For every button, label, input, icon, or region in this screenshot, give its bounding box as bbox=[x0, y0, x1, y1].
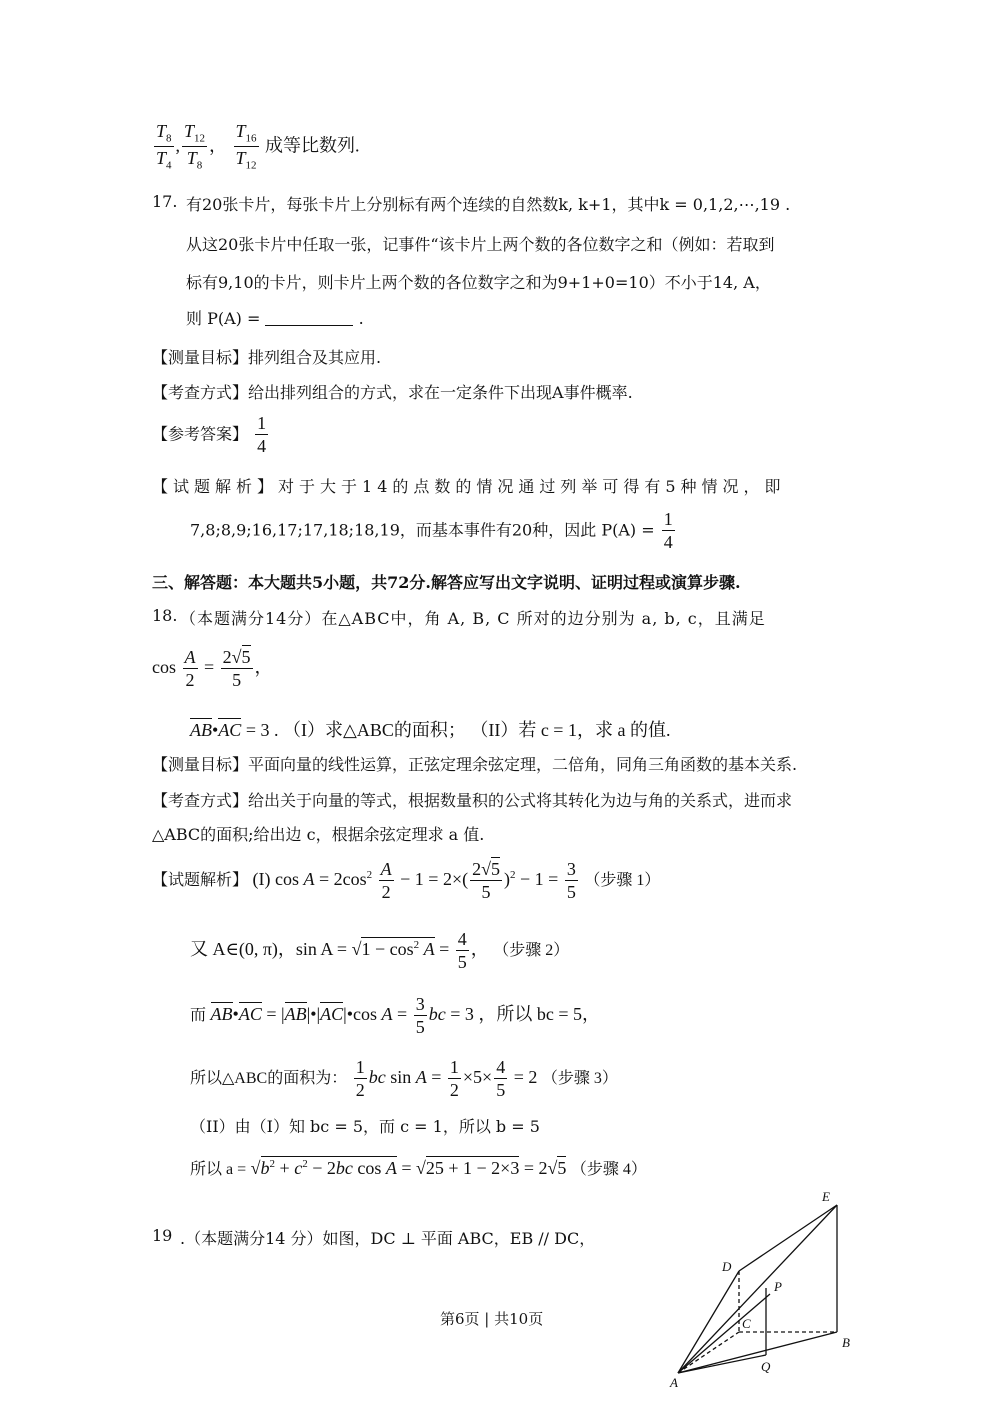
q18-goal bbox=[152, 752, 797, 775]
q18-step4: （步骤 4） bbox=[570, 1161, 647, 1178]
q18-method-text: 给出关于向量的等式，根据数量积的公式将其转化为边与角的关系式，进而求 bbox=[248, 791, 793, 810]
q18-l6-prefix: 所以 a = bbox=[190, 1161, 247, 1178]
q18-analysis-line1: 【试题解析】 (I) $\cos A = 2\cos^2$ $\frac{A}{2}$ − 1 = 2×( $\frac{2√5}{5}$ )$^2$ − 1 = $\frac{3}{5}$ （步骤 1） bbox=[152, 859, 661, 902]
section-3-heading: 三、解答题：本大题共5小题，共72分.解答应写出文字说明、证明过程或演算步骤. bbox=[152, 573, 741, 592]
q17-line3: 标有9,10的卡片，则卡片上两个数的各位数字之和为9+1+0=10）不小于14, A， bbox=[186, 273, 771, 292]
figure-label-e: E bbox=[822, 1189, 830, 1204]
q17-analysis bbox=[152, 474, 786, 497]
q19-text: .（本题满分14 分）如图，DC ⊥ 平面 ABC，EB // DC， bbox=[180, 1229, 596, 1248]
q18-goal-text: 平面向量的线性运算，正弦定理余弦定理，二倍角，同角三角函数的基本关系. bbox=[248, 755, 798, 774]
q17-analysis-label: 【试题解析】 bbox=[152, 477, 279, 496]
answer-blank bbox=[265, 309, 353, 326]
page-footer: 第6页 | 共10页 bbox=[440, 1310, 544, 1328]
q18-method-label: 【考查方式】 bbox=[152, 791, 249, 810]
q17-answer-num: 1 bbox=[257, 413, 267, 433]
q17-method bbox=[152, 380, 633, 403]
q17-method-text: 给出排列组合的方式，求在一定条件下出现A事件概率. bbox=[248, 383, 633, 402]
q18-l2-prefix: 又 A∈(0, π)，sin A = bbox=[190, 939, 348, 960]
q18-line1: （本题满分14分）在△ABC中，角 A, B, C 所对的边分别为 a, b, c，且满足 bbox=[180, 609, 766, 628]
q18-step1: （步骤 1） bbox=[584, 872, 661, 890]
q18-method bbox=[152, 788, 792, 811]
q18-l3-prefix: 而 bbox=[190, 1007, 207, 1025]
q18-analysis-line2: 又 A∈(0, π)，$\sin A = √1 - \cos^2 A$ = $\frac{4}{5}$ ， （步骤 2） bbox=[190, 929, 570, 972]
q18-analysis-line6: 所以 $a = √b^2 + c^2 - 2bc$ cos A = √25 + 1 − 2×3 = 2√5 （步骤 4） bbox=[190, 1158, 647, 1178]
q18-step3: （步骤 3） bbox=[541, 1070, 618, 1088]
q17-line1: 有20张卡片，每张卡片上分别标有两个连续的自然数k, k+1，其中k = 0,1,2,⋯,19 . bbox=[186, 195, 791, 214]
q17-answer-label: 【参考答案】 bbox=[152, 424, 249, 444]
q18-analysis-line3: 而 AB•AC = |AB|•|AC|•cos A = $\frac{3}{5}$ bc = 3 ，所以 bc = 5， bbox=[190, 994, 600, 1037]
carryover-text: 成等比数列. bbox=[265, 135, 360, 156]
q18-l4-prefix: 所以△ABC的面积为： bbox=[190, 1070, 348, 1088]
figure-label-d: D bbox=[722, 1259, 732, 1274]
figure-label-q: Q bbox=[761, 1359, 771, 1374]
q17-answer bbox=[152, 414, 270, 456]
figure-label-c: C bbox=[742, 1316, 751, 1331]
q17-goal-label: 【测量目标】 bbox=[152, 348, 249, 367]
q18-cos-lhs: cos bbox=[152, 657, 176, 678]
q17-analysis-line2: 7,8;8,9;16,17;17,18;18,19，而基本事件有20种，因此 P(A) = $\frac{1}{4}$ bbox=[190, 509, 673, 552]
figure-label-b: B bbox=[842, 1335, 850, 1350]
q17-goal-text: 排列组合及其应用. bbox=[248, 348, 382, 367]
figure-label-p: P bbox=[774, 1279, 782, 1294]
q17-answer-den: 4 bbox=[257, 435, 267, 456]
geometry-figure bbox=[660, 1185, 870, 1390]
carryover-line: $\frac{T_8}{T_4}$ , $\frac{T_{12}}{T_8}$ ， $\frac{T_{16}}{T_{12}}$ 成等比数列. bbox=[156, 121, 360, 172]
q18-l3-suffix: ，所以 bc = 5， bbox=[478, 1004, 600, 1025]
q17-method-label: 【考查方式】 bbox=[152, 383, 249, 402]
q18-method-line2: △ABC的面积;给出边 c，根据余弦定理求 a 值. bbox=[152, 825, 485, 844]
q17-analysis-line2-text: 7,8;8,9;16,17;17,18;18,19，而基本事件有20种，因此 P(A) = bbox=[190, 520, 655, 540]
q17-line4: 则 P(A) = . bbox=[186, 309, 364, 328]
q18-line3: AB•AC = 3 . （I）求△ABC的面积； （II）若 c = 1，求 a 的值. bbox=[190, 720, 671, 740]
q18-analysis-line5: （II）由（I）知 bc = 5，而 c = 1，所以 b = 5 bbox=[190, 1117, 540, 1136]
q18-analysis-line4: 所以△ABC的面积为： $\frac{1}{2}$ bc sin A = $\frac{1}{2}$ ×5× $\frac{4}{5}$ = 2 （步骤 3） bbox=[190, 1057, 618, 1100]
q18-number: 18. bbox=[152, 606, 178, 625]
q17-goal bbox=[152, 345, 381, 368]
q17-line2: 从这20张卡片中任取一张，记事件“该卡片上两个数的各位数字之和（例如：若取到 bbox=[186, 235, 775, 254]
q19-number: 19 bbox=[152, 1226, 173, 1245]
q18-cos-condition: cos $\frac{A}{2}$ = $\frac{2√5}{5}$ ， bbox=[152, 647, 273, 690]
q17-analysis-text: 对于大于14的点数的情况通过列举可得有5种情况，即 bbox=[278, 477, 786, 496]
q18-step2: （步骤 2） bbox=[493, 942, 570, 960]
q17-line4-text: 则 P(A) = bbox=[186, 309, 261, 328]
q17-number: 17. bbox=[152, 192, 178, 211]
q18-goal-label: 【测量目标】 bbox=[152, 755, 249, 774]
q18-line3-text: = 3 . （I）求△ABC的面积； （II）若 c = 1，求 a 的值. bbox=[245, 720, 671, 740]
figure-label-a: A bbox=[670, 1375, 678, 1390]
q18-analysis-label: 【试题解析】 bbox=[152, 870, 249, 890]
